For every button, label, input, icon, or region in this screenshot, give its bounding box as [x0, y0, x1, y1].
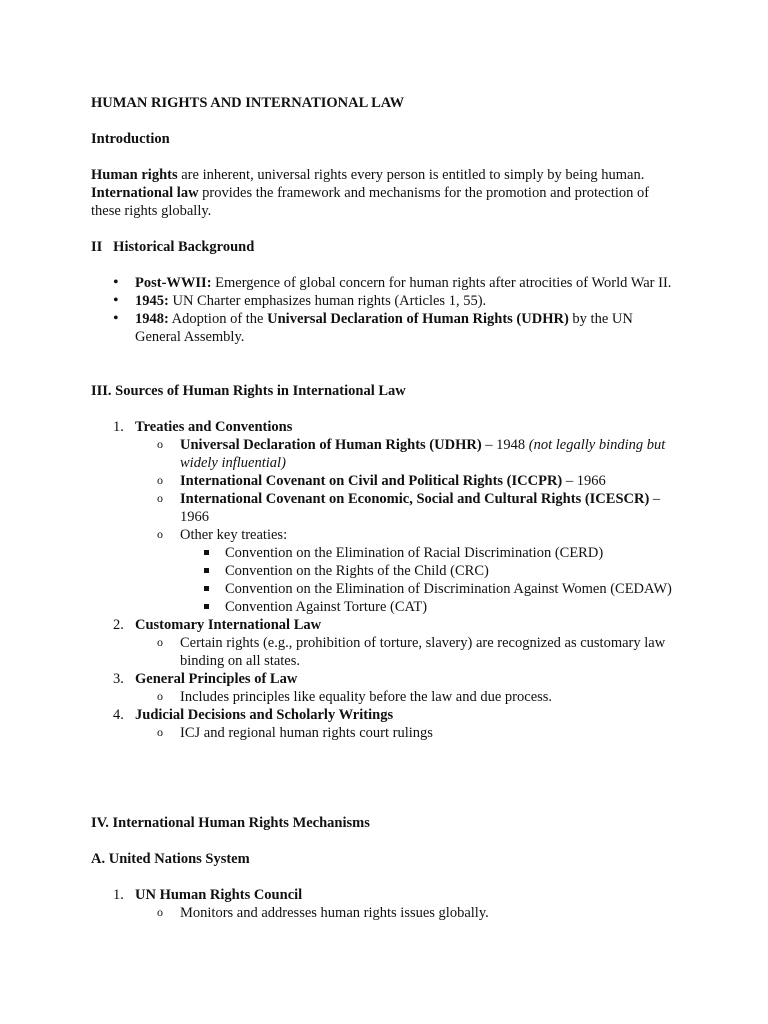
treaty-item: Convention Against Torture (CAT) — [180, 598, 681, 616]
item-label: UN Human Rights Council — [135, 887, 303, 903]
treaty-list — [180, 544, 681, 616]
item-label: Customary International Law — [135, 617, 322, 633]
term-international-law: International law — [91, 185, 199, 201]
sub-list — [135, 634, 681, 670]
mechanisms-list — [91, 886, 681, 922]
list-item: • 1945: UN Charter emphasizes human rights (Articles 1, 55). — [91, 292, 681, 310]
sub-list — [135, 436, 681, 616]
sub-item: o Certain rights (e.g., prohibition of torture, slavery) are recognized as customary law binding on all states. — [135, 634, 681, 670]
historical-list — [91, 274, 681, 346]
sub-list — [135, 904, 681, 922]
list-item — [91, 706, 681, 742]
list-item — [91, 670, 681, 706]
section-2-heading: II Historical Background — [91, 239, 255, 255]
intro-text-1: are inherent, universal rights every person is entitled to simply by being human. — [177, 167, 645, 183]
item-label: General Principles of Law — [135, 671, 298, 687]
sub-item: o ICJ and regional human rights court rulings — [135, 724, 681, 742]
sub-item: o Other key treaties: Convention on the Elimination of Racial Discrimination (CERD) Convention on the Rights of the Child (CRC) Convention on the Elimination of Discrimination Against Women (CEDAW) Convention Against Torture (CAT) — [135, 526, 681, 616]
sub-item: o Universal Declaration of Human Rights (UDHR) – 1948 (not legally binding but widely influential) — [135, 436, 681, 472]
item-label: Treaties and Conventions — [135, 419, 293, 435]
list-item: • 1948: Adoption of the Universal Declaration of Human Rights (UDHR) by the UN General Assembly. — [91, 310, 681, 346]
sub-item: o International Covenant on Economic, Social and Cultural Rights (ICESCR) – 1966 — [135, 490, 681, 526]
item-label: Judicial Decisions and Scholarly Writings — [135, 707, 394, 723]
sub-list — [135, 724, 681, 742]
term-human-rights: Human rights — [91, 167, 178, 183]
sources-list — [91, 418, 681, 742]
treaty-item: Convention on the Elimination of Racial Discrimination (CERD) — [180, 544, 681, 562]
list-item — [91, 616, 681, 670]
intro-paragraph — [91, 166, 681, 220]
document-title: HUMAN RIGHTS AND INTERNATIONAL LAW — [91, 95, 405, 111]
list-item — [91, 418, 681, 616]
item-number: 2. — [113, 617, 124, 633]
sub-item: o International Covenant on Civil and Political Rights (ICCPR) – 1966 — [135, 472, 681, 490]
section-4-heading: IV. International Human Rights Mechanisms — [91, 815, 370, 831]
section-3-heading: III. Sources of Human Rights in International Law — [91, 383, 406, 399]
treaty-item: Convention on the Rights of the Child (CRC) — [180, 562, 681, 580]
treaty-item: Convention on the Elimination of Discrimination Against Women (CEDAW) — [180, 580, 681, 598]
sub-item: o Monitors and addresses human rights issues globally. — [135, 904, 681, 922]
intro-text-2: provides the framework and mechanisms for the promotion and protection of these rights globally. — [91, 185, 650, 219]
item-number: 1. — [113, 887, 124, 903]
section-4a-heading: A. United Nations System — [91, 851, 250, 867]
intro-heading: Introduction — [91, 131, 170, 147]
item-number: 3. — [113, 671, 124, 687]
item-number: 4. — [113, 707, 124, 723]
sub-list — [135, 688, 681, 706]
list-item: • Post-WWII: Emergence of global concern for human rights after atrocities of World War II. — [91, 274, 681, 292]
item-number: 1. — [113, 419, 124, 435]
sub-item: o Includes principles like equality before the law and due process. — [135, 688, 681, 706]
list-item — [91, 886, 681, 922]
